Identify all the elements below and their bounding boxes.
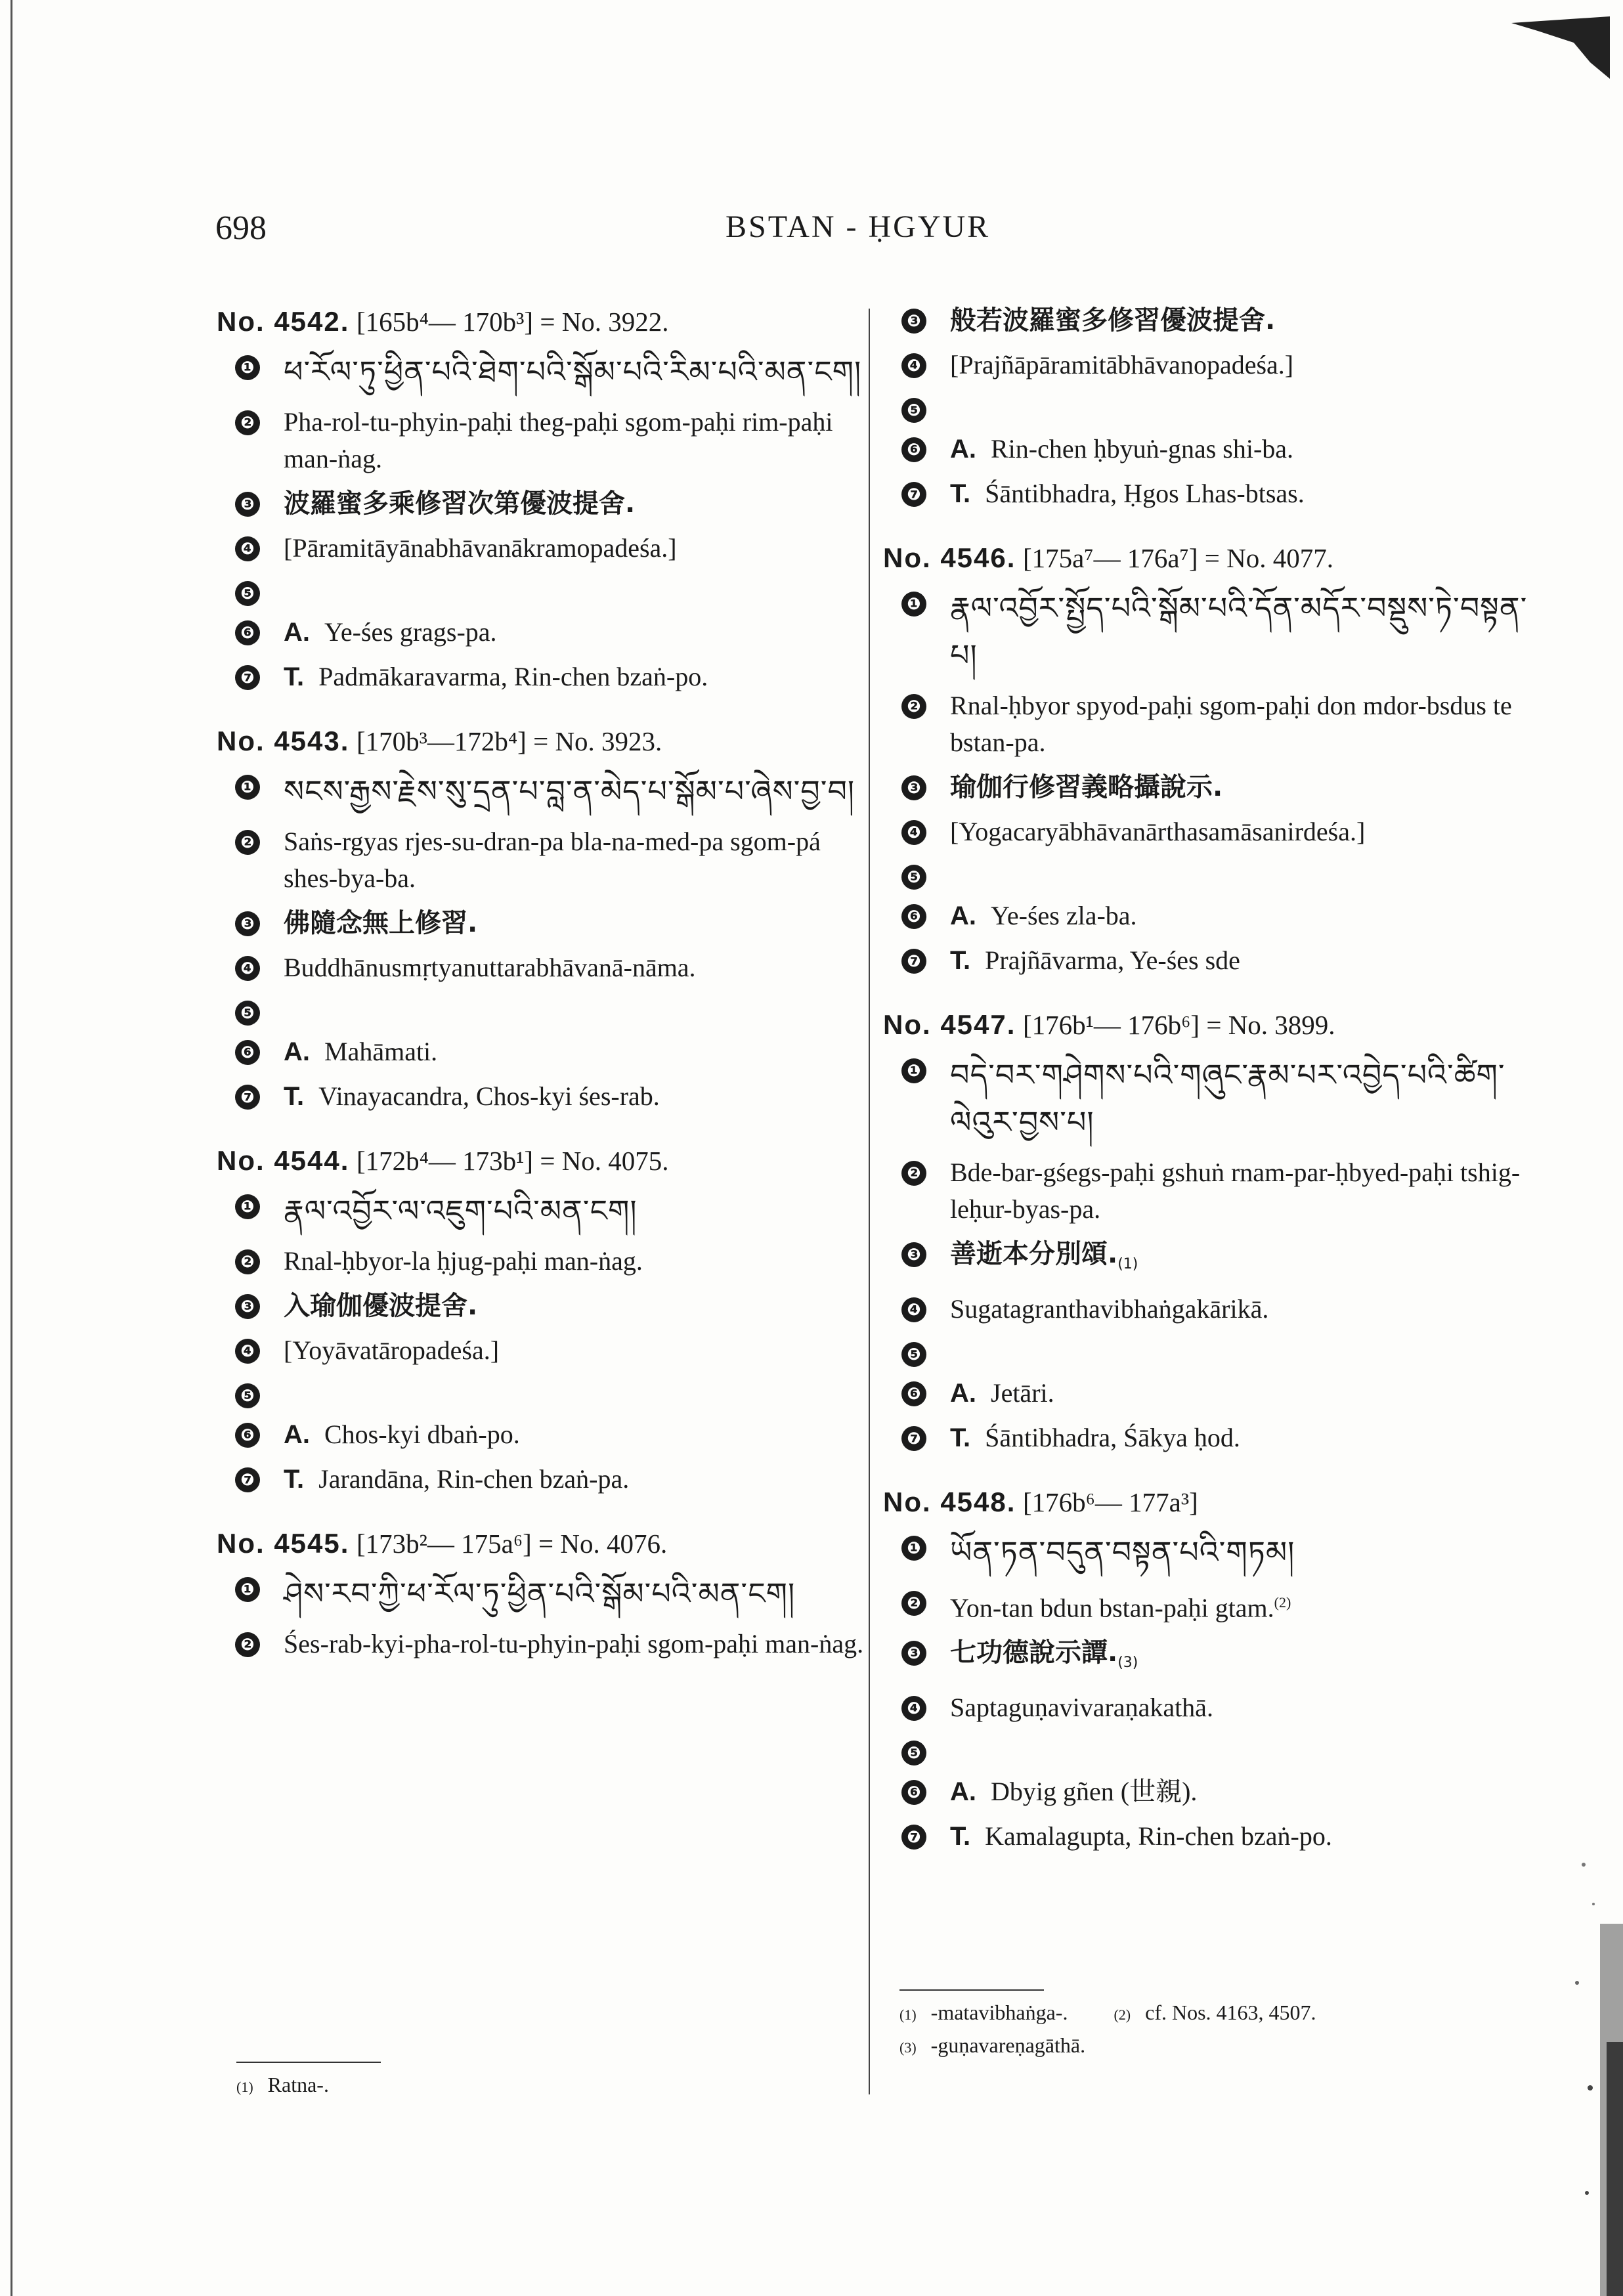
entry-header bbox=[217, 1141, 873, 1181]
column-divider bbox=[869, 309, 870, 2094]
author-role: A. bbox=[950, 435, 976, 464]
marker-5-icon: ❺ bbox=[235, 1383, 260, 1408]
marker-6-icon: ❻ bbox=[901, 1381, 926, 1406]
sanskrit-title: [Yogacaryābhāvanārthasamāsanirdeśa.] bbox=[950, 817, 1366, 846]
translator-role: T. bbox=[284, 1465, 305, 1494]
translator: Vinayacandra, Chos-kyi śes-rab. bbox=[318, 1081, 660, 1111]
marker-7-icon: ❼ bbox=[901, 949, 926, 974]
marker-2-icon: ❷ bbox=[235, 410, 260, 435]
catalog-entry-4543 bbox=[217, 722, 873, 1115]
catalog-entry-4548 bbox=[883, 1483, 1540, 1855]
empty-field bbox=[217, 994, 873, 1026]
marker-7-icon: ❼ bbox=[901, 1426, 926, 1451]
marker-1-icon: ❶ bbox=[235, 1194, 260, 1219]
scan-corner-mark bbox=[1511, 16, 1610, 79]
marker-6-icon: ❻ bbox=[235, 1040, 260, 1065]
author: Chos-kyi dbaṅ-po. bbox=[324, 1419, 520, 1449]
catalog-entry-4545 bbox=[217, 1524, 873, 1662]
catalog-entry-4542 bbox=[217, 302, 873, 695]
transliteration-field bbox=[883, 687, 1540, 761]
marker-7-icon: ❼ bbox=[235, 665, 260, 690]
transliteration: Saṅs-rgyas rjes-su-dran-pa bla-na-med-pa sgom-pá shes-bya-ba. bbox=[284, 827, 821, 893]
marker-4-icon: ❹ bbox=[235, 956, 260, 981]
marker-7-icon: ❼ bbox=[901, 482, 926, 507]
tibetan-title: སངས་རྒྱས་རྗེས་སུ་དྲན་པ་བླ་ན་མེད་པ་སྒོམ་པ་ཞེས་བྱ་བ། bbox=[284, 775, 855, 808]
chinese-title-field bbox=[883, 1236, 1540, 1283]
chinese-title: 善逝本分別頌. bbox=[950, 1239, 1118, 1269]
chinese-title-field bbox=[217, 1288, 873, 1324]
catalog-entry-4544 bbox=[217, 1141, 873, 1498]
chinese-title: 佛隨念無上修習. bbox=[284, 908, 478, 938]
tibetan-title: ཕ་རོལ་ཏུ་ཕྱིན་པའི་ཐེག་པའི་སྒོམ་པའི་རིམ་པའི་མན་ངག། bbox=[284, 355, 862, 389]
translator-role: T. bbox=[950, 1822, 971, 1852]
catalog-entry-4545-continued bbox=[883, 302, 1540, 512]
marker-6-icon: ❻ bbox=[901, 1780, 926, 1805]
author-role: A. bbox=[950, 1777, 976, 1807]
translator: Śāntibhadra, Śākya ḥod. bbox=[985, 1423, 1240, 1452]
tibetan-title: རྣལ་འབྱོར་སྤྱོད་པའི་སྒོམ་པའི་དོན་མདོར་བསྡུས་ཏེ་བསྟན་པ། bbox=[950, 592, 1528, 672]
sanskrit-title-field bbox=[217, 530, 873, 567]
scan-edge-line bbox=[11, 0, 12, 2296]
transliteration-field bbox=[217, 404, 873, 477]
translator: Kamalagupta, Rin-chen bzaṅ-po. bbox=[985, 1821, 1332, 1852]
chinese-title-field bbox=[883, 769, 1540, 806]
footnote-line bbox=[236, 2069, 381, 2102]
sanskrit-title-field bbox=[217, 1332, 873, 1369]
translator-role: T. bbox=[284, 1082, 305, 1111]
marker-2-icon: ❷ bbox=[235, 1632, 260, 1657]
folio-reference: [165b⁴— 170b³] = No. 3922. bbox=[356, 307, 669, 337]
entry-header bbox=[883, 1005, 1540, 1045]
sanskrit-title-field bbox=[883, 1689, 1540, 1726]
marker-4-icon: ❹ bbox=[901, 1297, 926, 1322]
author: Rin-chen ḥbyuṅ-gnas shi-ba. bbox=[991, 434, 1294, 464]
marker-7-icon: ❼ bbox=[235, 1467, 260, 1492]
chinese-title-field bbox=[217, 485, 873, 522]
tibetan-title: ཤེས་རབ་ཀྱི་ཕ་རོལ་ཏུ་ཕྱིན་པའི་སྒོམ་པའི་མན་ངག། bbox=[284, 1577, 796, 1611]
sanskrit-title: [Pāramitāyānabhāvanākramopadeśa.] bbox=[284, 533, 677, 563]
footnote-text: -guṇavareṇagāthā. bbox=[930, 2033, 1086, 2057]
entry-number: No. 4548. bbox=[883, 1486, 1016, 1517]
translator-field bbox=[883, 1419, 1540, 1456]
footnote-mark: (2) bbox=[1114, 2006, 1131, 2023]
marker-6-icon: ❻ bbox=[235, 1423, 260, 1448]
transliteration: Pha-rol-tu-phyin-paḥi theg-paḥi sgom-paḥi rim-paḥi man-ṅag. bbox=[284, 407, 833, 473]
tibetan-title: བདེ་བར་གཤེགས་པའི་གཞུང་རྣམ་པར་འབྱེད་པའི་ཚིག་ལེའུར་བྱས་པ། bbox=[950, 1058, 1505, 1139]
translator-field bbox=[883, 1818, 1540, 1855]
tibetan-title: ཡོན་ཏན་བདུན་བསྟན་པའི་གཏམ། bbox=[950, 1536, 1295, 1569]
marker-3-icon: ❸ bbox=[235, 1294, 260, 1319]
marker-2-icon: ❷ bbox=[901, 694, 926, 719]
translator-field bbox=[883, 475, 1540, 512]
sanskrit-title: Buddhānusmṛtyanuttarabhāvanā-nāma. bbox=[284, 953, 696, 982]
author-role: A. bbox=[284, 618, 310, 647]
footnote-rule bbox=[236, 2062, 381, 2063]
folio-reference: [176b⁶— 177a³] bbox=[1022, 1487, 1198, 1517]
footnote-line bbox=[899, 2030, 1316, 2063]
right-column bbox=[883, 302, 1540, 1881]
marker-4-icon: ❹ bbox=[235, 1339, 260, 1364]
author-field bbox=[217, 614, 873, 651]
marker-6-icon: ❻ bbox=[235, 620, 260, 645]
entry-header bbox=[217, 1524, 873, 1564]
marker-5-icon: ❺ bbox=[901, 398, 926, 423]
folio-reference: [170b³—172b⁴] = No. 3923. bbox=[356, 726, 662, 756]
author: Ye-śes grags-pa. bbox=[324, 617, 497, 647]
running-title: BSTAN - ḤGYUR bbox=[725, 209, 991, 244]
tibetan-title: རྣལ་འབྱོར་ལ་འཇུག་པའི་མན་ངག། bbox=[284, 1194, 638, 1228]
marker-5-icon: ❺ bbox=[235, 1001, 260, 1026]
transliteration-field bbox=[883, 1584, 1540, 1626]
sanskrit-title: [Prajñāpāramitābhāvanopadeśa.] bbox=[950, 350, 1294, 379]
tibetan-title-field bbox=[217, 349, 873, 396]
marker-4-icon: ❹ bbox=[901, 353, 926, 378]
folio-reference: [173b²— 175a⁶] = No. 4076. bbox=[356, 1528, 668, 1559]
marker-3-icon: ❸ bbox=[901, 1641, 926, 1666]
marker-1-icon: ❶ bbox=[901, 1536, 926, 1561]
transliteration-field bbox=[217, 823, 873, 897]
marker-1-icon: ❶ bbox=[901, 592, 926, 617]
transliteration: Bde-bar-gśegs-paḥi gshuṅ rnam-par-ḥbyed-paḥi tshig-leḥur-byas-pa. bbox=[950, 1158, 1521, 1224]
entry-number: No. 4542. bbox=[217, 306, 350, 337]
author-role: A. bbox=[950, 901, 976, 930]
marker-2-icon: ❷ bbox=[901, 1591, 926, 1616]
entry-number: No. 4543. bbox=[217, 726, 350, 756]
author-field bbox=[883, 1375, 1540, 1412]
marker-4-icon: ❹ bbox=[901, 820, 926, 845]
marker-5-icon: ❺ bbox=[901, 1741, 926, 1765]
sanskrit-title: [Yoyāvatāropadeśa.] bbox=[284, 1335, 500, 1365]
empty-field bbox=[883, 1335, 1540, 1367]
author-field bbox=[217, 1416, 873, 1453]
page-number: 698 bbox=[215, 209, 267, 247]
translator-field bbox=[883, 942, 1540, 979]
transliteration: Rnal-ḥbyor-la ḥjug-paḥi man-ṅag. bbox=[284, 1246, 643, 1276]
tibetan-title-field bbox=[883, 1052, 1540, 1146]
catalog-entry-4546 bbox=[883, 538, 1540, 979]
chinese-title-field bbox=[883, 302, 1540, 339]
transliteration-field bbox=[217, 1243, 873, 1280]
chinese-title: 瑜伽行修習義略攝說示. bbox=[950, 772, 1223, 802]
page-header bbox=[0, 209, 1623, 255]
author: Dbyig gñen (世親). bbox=[991, 1777, 1198, 1807]
right-footnotes bbox=[899, 1989, 1316, 2063]
translator-field bbox=[217, 659, 873, 695]
scan-edge-speckle bbox=[1538, 1825, 1623, 2296]
empty-field bbox=[883, 1734, 1540, 1765]
translator: Padmākaravarma, Rin-chen bzaṅ-po. bbox=[318, 662, 708, 691]
author-field bbox=[217, 1033, 873, 1070]
transliteration-field bbox=[883, 1154, 1540, 1228]
marker-5-icon: ❺ bbox=[901, 1342, 926, 1367]
entry-header bbox=[217, 722, 873, 762]
empty-field bbox=[883, 858, 1540, 890]
marker-7-icon: ❼ bbox=[901, 1825, 926, 1850]
chinese-title-field bbox=[883, 1634, 1540, 1681]
translator-role: T. bbox=[950, 1423, 971, 1452]
footnote-line bbox=[899, 1997, 1316, 2030]
marker-3-icon: ❸ bbox=[235, 911, 260, 936]
empty-field bbox=[883, 391, 1540, 423]
marker-4-icon: ❹ bbox=[235, 536, 260, 561]
entry-header bbox=[217, 302, 873, 342]
entry-number: No. 4544. bbox=[217, 1145, 350, 1176]
footnote-ref: (3) bbox=[1117, 1655, 1138, 1672]
sanskrit-title: Saptaguṇavivaraṇakathā. bbox=[950, 1693, 1213, 1723]
author-role: A. bbox=[284, 1037, 310, 1066]
footnote-mark: (1) bbox=[899, 2006, 917, 2023]
sanskrit-title-field bbox=[883, 813, 1540, 850]
marker-4-icon: ❹ bbox=[901, 1696, 926, 1721]
folio-reference: [175a⁷— 176a⁷] = No. 4077. bbox=[1022, 543, 1333, 573]
translator-role: T. bbox=[950, 946, 971, 975]
sanskrit-title-field bbox=[883, 347, 1540, 383]
author-field bbox=[883, 898, 1540, 934]
marker-1-icon: ❶ bbox=[235, 355, 260, 380]
marker-3-icon: ❸ bbox=[235, 492, 260, 517]
sanskrit-title: Sugatagranthavibhaṅgakārikā. bbox=[950, 1294, 1269, 1324]
marker-2-icon: ❷ bbox=[235, 830, 260, 855]
author: Ye-śes zla-ba. bbox=[991, 901, 1137, 930]
footnote-text: -matavibhaṅga-. bbox=[930, 2001, 1068, 2024]
empty-field bbox=[217, 574, 873, 606]
translator: Śāntibhadra, Ḥgos Lhas-btsas. bbox=[985, 479, 1305, 508]
marker-6-icon: ❻ bbox=[901, 437, 926, 462]
entry-number: No. 4546. bbox=[883, 542, 1016, 573]
marker-5-icon: ❺ bbox=[235, 581, 260, 606]
translator: Prajñāvarma, Ye-śes sde bbox=[985, 945, 1240, 975]
author: Mahāmati. bbox=[324, 1037, 438, 1066]
chinese-title: 般若波羅蜜多修習優波提舍. bbox=[950, 305, 1276, 336]
marker-7-icon: ❼ bbox=[235, 1085, 260, 1110]
tibetan-title-field bbox=[217, 1188, 873, 1235]
tibetan-title-field bbox=[217, 1570, 873, 1618]
translator-role: T. bbox=[284, 662, 305, 691]
translator: Jarandāna, Rin-chen bzaṅ-pa. bbox=[318, 1464, 630, 1494]
folio-reference: [172b⁴— 173b¹] = No. 4075. bbox=[356, 1146, 669, 1176]
tibetan-title-field bbox=[883, 1529, 1540, 1576]
chinese-title: 波羅蜜多乘修習次第優波提舍. bbox=[284, 488, 636, 519]
tibetan-title-field bbox=[217, 768, 873, 815]
translator-field bbox=[217, 1078, 873, 1115]
marker-2-icon: ❷ bbox=[901, 1161, 926, 1186]
translator-role: T. bbox=[950, 479, 971, 508]
transliteration: Yon-tan bdun bstan-paḥi gtam. bbox=[950, 1593, 1274, 1623]
entry-number: No. 4547. bbox=[883, 1009, 1016, 1040]
author-role: A. bbox=[284, 1420, 310, 1449]
footnote-text: cf. Nos. 4163, 4507. bbox=[1145, 2001, 1316, 2024]
author-field bbox=[883, 431, 1540, 467]
chinese-title: 入瑜伽優波提舍. bbox=[284, 1291, 478, 1321]
folio-reference: [176b¹— 176b⁶] = No. 3899. bbox=[1022, 1010, 1335, 1040]
marker-1-icon: ❶ bbox=[235, 775, 260, 800]
chinese-title: 七功德說示譚. bbox=[950, 1637, 1118, 1668]
entry-header bbox=[883, 538, 1540, 578]
marker-5-icon: ❺ bbox=[901, 865, 926, 890]
sanskrit-title-field bbox=[883, 1291, 1540, 1328]
footnote-rule bbox=[899, 1989, 1044, 1991]
left-column bbox=[217, 302, 873, 1689]
sanskrit-title-field bbox=[217, 949, 873, 986]
footnote-text: Ratna-. bbox=[267, 2073, 329, 2096]
empty-field bbox=[217, 1377, 873, 1408]
tibetan-title-field bbox=[883, 585, 1540, 680]
transliteration: Śes-rab-kyi-pha-rol-tu-phyin-paḥi sgom-paḥi man-ṅag. bbox=[284, 1629, 864, 1658]
author-field bbox=[883, 1773, 1540, 1810]
entry-number: No. 4545. bbox=[217, 1528, 350, 1559]
catalog-entry-4547 bbox=[883, 1005, 1540, 1456]
author: Jetāri. bbox=[991, 1378, 1054, 1408]
marker-3-icon: ❸ bbox=[901, 775, 926, 800]
entry-header bbox=[883, 1483, 1540, 1523]
chinese-title-field bbox=[217, 905, 873, 942]
transliteration-field bbox=[217, 1626, 873, 1662]
marker-1-icon: ❶ bbox=[901, 1058, 926, 1083]
author-role: A. bbox=[950, 1379, 976, 1408]
transliteration: Rnal-ḥbyor spyod-paḥi sgom-paḥi don mdor-bsdus te bstan-pa. bbox=[950, 691, 1512, 757]
marker-6-icon: ❻ bbox=[901, 904, 926, 929]
footnote-mark: (1) bbox=[236, 2079, 253, 2095]
footnote-ref: (1) bbox=[1117, 1256, 1138, 1272]
translator-field bbox=[217, 1461, 873, 1498]
marker-2-icon: ❷ bbox=[235, 1249, 260, 1274]
footnote-mark: (3) bbox=[899, 2039, 917, 2056]
marker-3-icon: ❸ bbox=[901, 1242, 926, 1267]
left-footnotes bbox=[236, 2062, 381, 2102]
marker-1-icon: ❶ bbox=[235, 1577, 260, 1602]
footnote-ref: (2) bbox=[1274, 1594, 1291, 1611]
marker-3-icon: ❸ bbox=[901, 309, 926, 334]
